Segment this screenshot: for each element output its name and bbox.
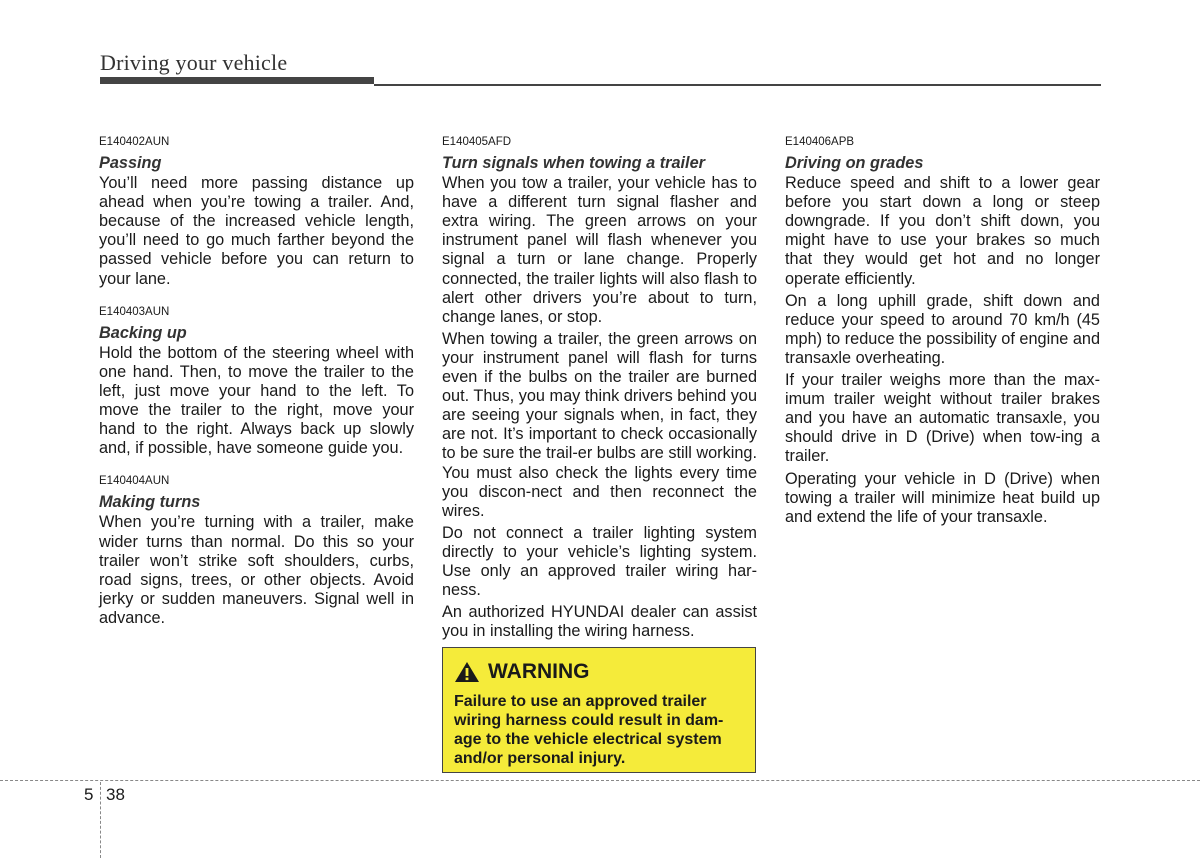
section-turn-signals	[442, 134, 757, 641]
paragraph: If your trailer weighs more than the max-imum trailer weight without trailer brakes and you have an automatic transaxle, you should drive in D (Drive) when tow-ing a trailer.	[785, 371, 1100, 466]
column-3	[785, 134, 1100, 542]
section-heading: Backing up	[99, 323, 187, 342]
paragraph: On a long uphill grade, shift down and reduce your speed to around 70 km/h (45 mph) to reduce the possibility of engine and transaxle overheating.	[785, 291, 1100, 367]
page-header-title: Driving your vehicle	[100, 50, 288, 75]
paragraph: Do not connect a trailer lighting system directly to your vehicle’s lighting system. Use only an approved trailer wiring har-ness.	[442, 523, 757, 600]
page-number: 38	[106, 785, 125, 804]
warning-title: WARNING	[488, 660, 590, 683]
section-code: E140405AFD	[442, 136, 512, 148]
footer-dashed-rule	[0, 780, 1200, 781]
section-backing-up	[99, 304, 414, 459]
section-code: E140403AUN	[99, 305, 170, 318]
section-code: E140406APB	[785, 136, 855, 148]
chapter-number: 5	[84, 785, 94, 804]
paragraph: Reduce speed and shift to a lower gear before you start down a long or steep downgrade. If you don’t shift down, you might have to use your brakes so much that they would get hot and no longer operate efficiently.	[785, 174, 1100, 288]
section-heading: Turn signals when towing a trailer	[442, 154, 705, 172]
header-rule-thin	[374, 84, 1101, 86]
column-1	[99, 134, 414, 643]
paragraph: An authorized HYUNDAI dealer can assist you in installing the wiring harness.	[442, 603, 757, 641]
column-2	[442, 134, 757, 656]
paragraph: When you tow a trailer, your vehicle has to have a different turn signal flasher and extra wiring. The green arrows on your instrument panel will flash whenever you signal a turn or lane change. Properly connected, the trailer lights will also flash to alert other drivers you’re about to turn, change lanes, or stop.	[442, 174, 757, 326]
warning-text: Failure to use an approved trailer wiring harness could result in dam-age to the vehicle electrical system and/or personal injury.	[454, 693, 724, 767]
section-making-turns	[99, 473, 414, 628]
section-passing	[99, 134, 414, 289]
header-rule-thick	[100, 77, 374, 84]
paragraph: Operating your vehicle in D (Drive) when towing a trailer will minimize heat build up and extend the life of your transaxle.	[785, 469, 1100, 526]
paragraph: When you’re turning with a trailer, make wider turns than normal. Do this so your trailer won’t strike soft shoulders, curbs, road signs, trees, or other objects. Avoid jerky or sudden maneuvers. Signal well in advance.	[99, 513, 414, 627]
warning-box	[442, 647, 756, 773]
paragraph: You’ll need more passing distance up ahead when you’re towing a trailer. And, because of the increased vehicle length, you’ll need to go much farther beyond the passed vehicle before you can return to your lane.	[99, 174, 414, 288]
section-heading: Driving on grades	[785, 154, 924, 172]
section-heading: Passing	[99, 154, 162, 172]
section-code: E140402AUN	[99, 136, 170, 148]
warning-title-row	[454, 658, 745, 686]
section-driving-on-grades	[785, 134, 1100, 527]
footer-vertical-dashed-rule	[100, 782, 101, 858]
paragraph: When towing a trailer, the green arrows on your instrument panel will flash for turns even if the bulbs on the trailer are burned out. Thus, you may think drivers behind you are seeing your signals when, in fact, they are not. It’s important to check occasionally to be sure the trail-er bulbs are still working. You must also check the lights every time you discon-nect and then reconnect the wires.	[442, 329, 757, 520]
warning-triangle-icon	[454, 661, 480, 683]
paragraph: Hold the bottom of the steering wheel with one hand. Then, to move the trailer to the left, just move your hand to the left. To move the trailer to the right, move your hand to the right. Always back up slowly and, if possible, have someone guide you.	[99, 343, 414, 458]
section-code: E140404AUN	[99, 475, 170, 488]
section-heading: Making turns	[99, 493, 201, 512]
